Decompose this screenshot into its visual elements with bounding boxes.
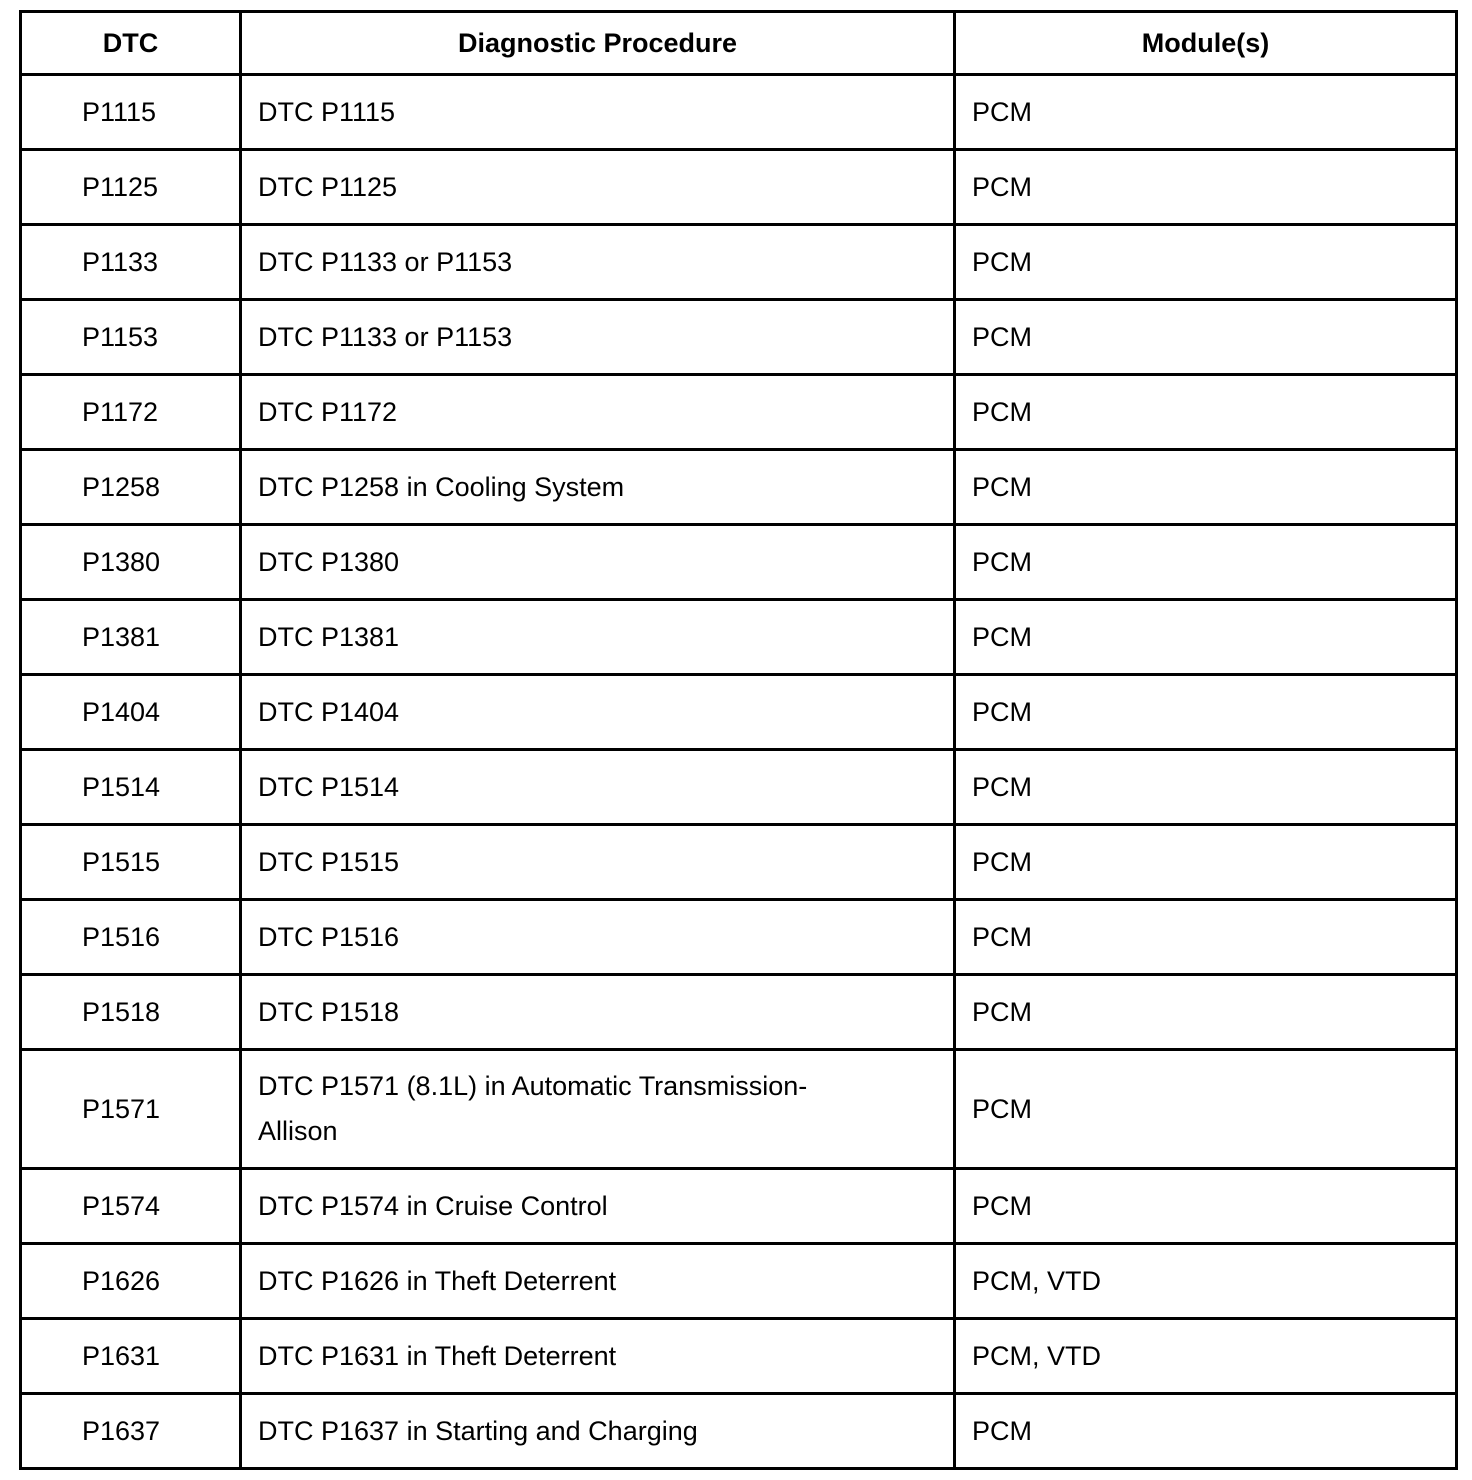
modules-cell: PCM [955,150,1457,225]
dtc-cell: P1125 [21,150,241,225]
modules-cell: PCM, VTD [955,1244,1457,1319]
procedure-cell: DTC P1133 or P1153 [241,225,955,300]
table-row [21,525,1457,600]
table-row [21,675,1457,750]
dtc-cell: P1115 [21,75,241,150]
column-header-dtc: DTC [21,12,241,75]
procedure-cell: DTC P1380 [241,525,955,600]
table-row [21,975,1457,1050]
procedure-cell: DTC P1115 [241,75,955,150]
table-row [21,1319,1457,1394]
table-row [21,225,1457,300]
modules-cell: PCM [955,600,1457,675]
dtc-cell: P1404 [21,675,241,750]
modules-cell: PCM [955,75,1457,150]
table-row [21,450,1457,525]
dtc-cell: P1515 [21,825,241,900]
procedure-cell: DTC P1172 [241,375,955,450]
dtc-cell: P1516 [21,900,241,975]
modules-cell: PCM [955,300,1457,375]
table-row [21,1169,1457,1244]
dtc-cell: P1153 [21,300,241,375]
dtc-cell: P1380 [21,525,241,600]
modules-cell: PCM [955,225,1457,300]
dtc-cell: P1518 [21,975,241,1050]
dtc-cell: P1626 [21,1244,241,1319]
table-row [21,825,1457,900]
column-header-procedure: Diagnostic Procedure [241,12,955,75]
modules-cell: PCM [955,975,1457,1050]
dtc-cell: P1637 [21,1394,241,1469]
table-row [21,600,1457,675]
dtc-cell: P1631 [21,1319,241,1394]
procedure-cell: DTC P1258 in Cooling System [241,450,955,525]
modules-cell: PCM [955,1394,1457,1469]
procedure-cell: DTC P1637 in Starting and Charging [241,1394,955,1469]
procedure-cell: DTC P1574 in Cruise Control [241,1169,955,1244]
modules-cell: PCM [955,825,1457,900]
dtc-cell: P1258 [21,450,241,525]
column-header-modules: Module(s) [955,12,1457,75]
modules-cell: PCM [955,675,1457,750]
header-row [21,12,1457,75]
dtc-cell: P1574 [21,1169,241,1244]
dtc-cell: P1571 [21,1050,241,1169]
modules-cell: PCM [955,750,1457,825]
table-row [21,750,1457,825]
procedure-cell: DTC P1631 in Theft Deterrent [241,1319,955,1394]
dtc-cell: P1514 [21,750,241,825]
procedure-cell: DTC P1514 [241,750,955,825]
modules-cell: PCM [955,900,1457,975]
dtc-table [19,10,1458,1470]
table-row [21,150,1457,225]
modules-cell: PCM [955,375,1457,450]
table-row [21,1244,1457,1319]
table-row [21,300,1457,375]
procedure-cell: DTC P1404 [241,675,955,750]
modules-cell: PCM [955,1050,1457,1169]
procedure-cell: DTC P1515 [241,825,955,900]
dtc-cell: P1381 [21,600,241,675]
table-header [21,12,1457,75]
table-row [21,375,1457,450]
modules-cell: PCM [955,450,1457,525]
modules-cell: PCM [955,525,1457,600]
procedure-cell: DTC P1516 [241,900,955,975]
table-row [21,1050,1457,1169]
modules-cell: PCM [955,1169,1457,1244]
modules-cell: PCM, VTD [955,1319,1457,1394]
table-row [21,1394,1457,1469]
table-row [21,900,1457,975]
procedure-cell: DTC P1125 [241,150,955,225]
dtc-cell: P1172 [21,375,241,450]
procedure-cell: DTC P1381 [241,600,955,675]
procedure-cell: DTC P1571 (8.1L) in Automatic Transmission-Allison [241,1050,955,1169]
procedure-cell: DTC P1626 in Theft Deterrent [241,1244,955,1319]
procedure-cell: DTC P1133 or P1153 [241,300,955,375]
dtc-cell: P1133 [21,225,241,300]
table-row [21,75,1457,150]
procedure-cell: DTC P1518 [241,975,955,1050]
table-body [21,75,1457,1469]
